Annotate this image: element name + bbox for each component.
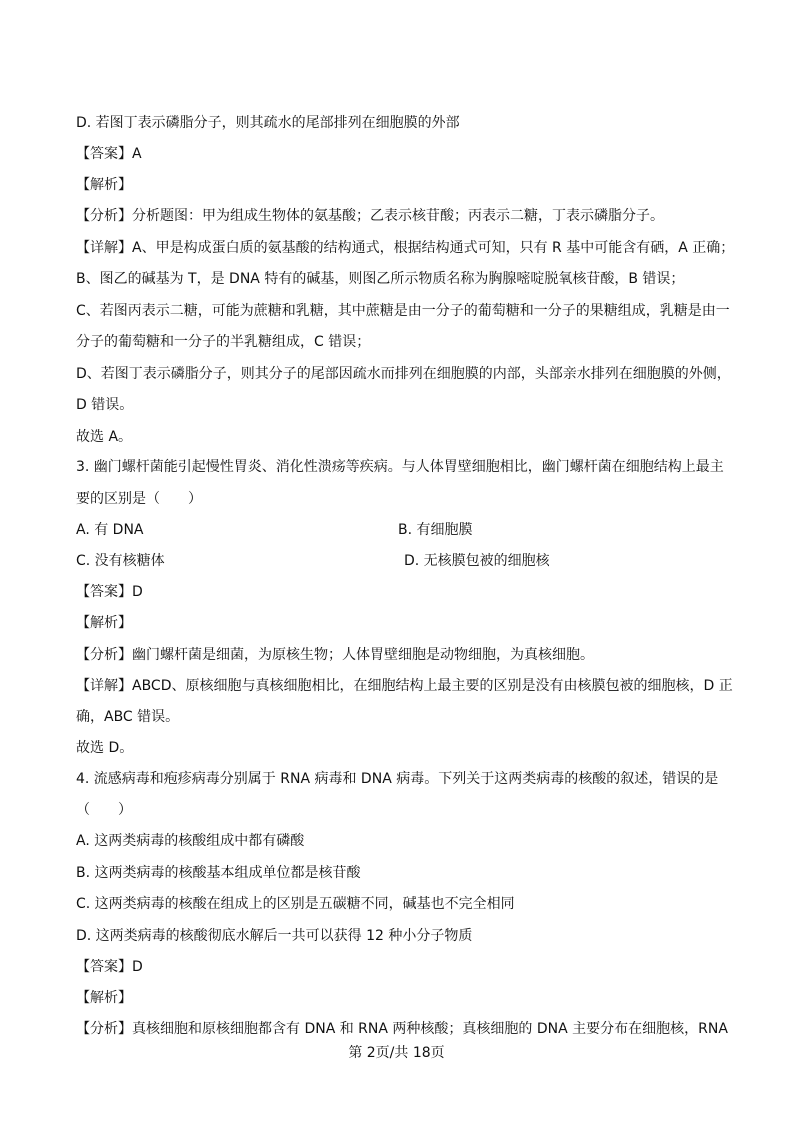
q3-option-d: D. 无核膜包被的细胞核	[404, 553, 550, 569]
q2-analysis-heading: 【解析】	[76, 177, 132, 193]
q3-option-b: B. 有细胞膜	[398, 522, 473, 538]
q2-option-d: D. 若图丁表示磷脂分子，则其疏水的尾部排列在细胞膜的外部	[76, 115, 460, 131]
q2-answer: 【答案】A	[76, 146, 142, 162]
q3-answer: 【答案】D	[76, 584, 143, 600]
q2-xiangjie-d-line1: D、若图丁表示磷脂分子，则其分子的尾部因疏水而排列在细胞膜的内部，头部亲水排列在细胞膜的外侧，	[76, 366, 731, 382]
q3-xiangjie-line2: 确，ABC 错误。	[76, 709, 180, 725]
q4-analysis-heading: 【解析】	[76, 990, 132, 1006]
q4-option-b: B. 这两类病毒的核酸基本组成单位都是核苷酸	[76, 865, 361, 881]
page-footer: 第 2页/共 18页	[348, 1045, 445, 1061]
q3-stem-line2: 要的区别是（ ）	[76, 491, 202, 507]
q3-option-a: A. 有 DNA	[76, 522, 144, 538]
q3-fenxi: 【分析】幽门螺杆菌是细菌，为原核生物；人体胃壁细胞是动物细胞，为真核细胞。	[76, 647, 594, 663]
q4-fenxi: 【分析】真核细胞和原核细胞都含有 DNA 和 RNA 两种核酸；真核细胞的 DNA 主要分布在细胞核，RNA	[76, 1021, 728, 1037]
q3-xiangjie-line1: 【详解】ABCD、原核细胞与真核细胞相比，在细胞结构上最主要的区别是没有由核膜包被的细胞核，D 正	[76, 678, 733, 694]
q2-xiangjie-a: 【详解】A、甲是构成蛋白质的氨基酸的结构通式，根据结构通式可知，只有 R 基中可能含有硒，A 正确；	[76, 240, 735, 256]
q2-xiangjie-c-line2: 分子的葡萄糖和一分子的半乳糖组成，C 错误；	[76, 334, 371, 350]
q3-stem-line1: 3. 幽门螺杆菌能引起慢性胃炎、消化性溃疡等疾病。与人体胃壁细胞相比，幽门螺杆菌在细胞结构上最主	[76, 459, 724, 475]
q4-option-c: C. 这两类病毒的核酸在组成上的区别是五碳糖不同，碱基也不完全相同	[76, 896, 515, 912]
q2-conclusion: 故选 A。	[76, 429, 133, 445]
q3-option-c: C. 没有核糖体	[76, 553, 165, 569]
q4-option-a: A. 这两类病毒的核酸组成中都有磷酸	[76, 833, 305, 849]
q4-stem-line1: 4. 流感病毒和疱疹病毒分别属于 RNA 病毒和 DNA 病毒。下列关于这两类病毒的核酸的叙述，错误的是	[76, 771, 719, 787]
q3-analysis-heading: 【解析】	[76, 615, 132, 631]
q2-fenxi: 【分析】分析题图：甲为组成生物体的氨基酸；乙表示核苷酸；丙表示二糖，丁表示磷脂分子。	[76, 208, 664, 224]
q3-conclusion: 故选 D。	[76, 740, 134, 756]
q2-xiangjie-b: B、图乙的碱基为 T，是 DNA 特有的碱基，则图乙所示物质名称为胸腺嘧啶脱氧核苷酸，B 错误；	[76, 271, 685, 287]
q4-answer: 【答案】D	[76, 959, 143, 975]
q4-stem-line2: （ ）	[76, 802, 132, 818]
q2-xiangjie-d-line2: D 错误。	[76, 397, 134, 413]
q4-option-d: D. 这两类病毒的核酸彻底水解后一共可以获得 12 种小分子物质	[76, 928, 473, 944]
q2-xiangjie-c-line1: C、若图丙表示二糖，可能为蔗糖和乳糖，其中蔗糖是由一分子的葡萄糖和一分子的果糖组成，乳糖是由一	[76, 303, 730, 319]
